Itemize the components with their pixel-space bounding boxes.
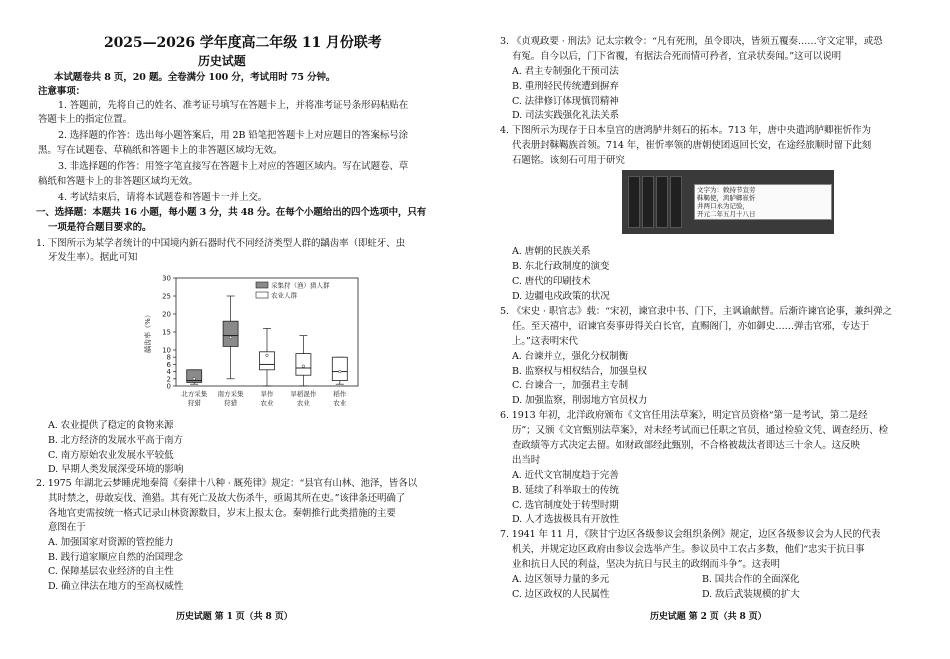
note-line: 答题卡上的指定位置。 <box>38 114 133 125</box>
y-tick-label: 15 <box>162 328 171 337</box>
y-tick-label: 30 <box>162 274 171 283</box>
q3-option: B. 重刑轻民传统遭到摒弃 <box>512 81 619 92</box>
caption-line: 开元二年五月十八日 <box>697 210 756 218</box>
q5-option: C. 台谏合一，加强君主专制 <box>512 380 629 391</box>
q5-stem: 任。至天禧中，诏谏官奏事毋得关白长官，直赐阁门，亦如御史……弹击官邪，专达于 <box>512 321 870 332</box>
stele-block <box>670 176 682 228</box>
q4-option: D. 边疆电戍政策的状况 <box>512 291 610 302</box>
box-5 <box>332 357 347 380</box>
exam-intro: 本试题卷共 8 页，20 题。全卷满分 100 分，考试用时 75 分钟。 <box>54 72 336 83</box>
mean-marker <box>302 365 305 368</box>
q6-stem: 查政绩等方式决定去留。如财政部经此甄别，不合格被裁汰者即达三十余人。这反映 <box>512 440 860 451</box>
notes-heading: 注意事项： <box>38 86 86 97</box>
x-tick-label: 旱稻混作 <box>290 390 317 398</box>
q3-stem: 有冤。自今以后，门下省覆，有据法合死而情可矜者，宜录状奏闻。”这可以说明 <box>512 51 842 62</box>
mean-marker <box>339 370 342 373</box>
x-tick-label: 农业 <box>296 399 310 407</box>
caption-line: 靺鞨使，鸿胪卿崔忻 <box>697 194 756 202</box>
q7-option: D. 敌后武装规模的扩大 <box>702 589 800 600</box>
q7-option: C. 边区政权的人民属性 <box>512 589 610 600</box>
x-tick-label: 狩猎 <box>224 399 238 407</box>
q3-stem: 3. 《贞观政要 · 刑法》记太宗敕令：“凡有死刑，虽令即决，皆须五覆奏……守文定罪，或恐 <box>500 36 883 47</box>
q6-option: D. 人才选拔极具有开放性 <box>512 514 620 525</box>
q5-option: D. 加强监察，削弱地方官员权力 <box>512 395 648 406</box>
x-tick-label: 农业 <box>333 399 347 407</box>
stele-block <box>656 176 668 228</box>
y-tick-label: 10 <box>162 346 171 355</box>
q2-option: D. 确立律法在地方的至高权威性 <box>48 581 184 592</box>
q2-option: A. 加强国家对资源的管控能力 <box>48 537 174 548</box>
q1-stem: 牙发生率）。据此可知 <box>48 252 138 263</box>
caption-line: 文字为：敕持节宣劳 <box>697 186 756 194</box>
section-heading: 一项是符合题目要求的。 <box>48 222 152 233</box>
q6-option: A. 近代文官制度趋于完善 <box>512 470 619 481</box>
x-tick-label: 稻作 <box>333 390 347 398</box>
y-tick-label: 2 <box>166 375 171 384</box>
q3-option: A. 君主专制强化干预司法 <box>512 66 619 77</box>
legend-swatch-farmer <box>256 292 268 298</box>
q2-stem: 各地官吏需按统一格式记录山林资源数目，岁末上报太仓。秦朝推行此类措施的主要 <box>48 508 396 519</box>
y-tick-label: 6 <box>166 360 171 369</box>
q7-stem: 7. 1941 年 11 月，《陕甘宁边区各级参议会组织条例》规定，边区各级参议会为人民的代表 <box>500 529 881 540</box>
x-tick-label: 南方采集 <box>217 390 244 398</box>
q6-stem: 出当时 <box>512 455 541 466</box>
x-tick-label: 旱作 <box>260 390 274 398</box>
exam-subject: 历史试题 <box>198 54 246 68</box>
q1-boxplot-chart <box>140 268 364 414</box>
x-tick-label: 农业 <box>260 399 274 407</box>
q2-stem: 其时禁之，毋敢妄伐、渔猎。其有死亡及故大伤杀牛，亟谒其所在吏。”该律条还明确了 <box>48 493 406 504</box>
q4-option: A. 唐朝的民族关系 <box>512 246 591 257</box>
q1-option: B. 北方经济的发展水平高于南方 <box>48 435 183 446</box>
q2-stem: 意图在于 <box>48 522 86 533</box>
q4-stem: 代表册封靺鞨族首领。714 年，崔忻率领的唐朝使团返回长安，在途经旅顺时留下此刻 <box>512 140 872 151</box>
q1-option: C. 南方原始农业发展水平较低 <box>48 450 174 461</box>
page-footer: 历史试题 第 1 页（共 8 页） <box>176 612 293 622</box>
y-axis-label: 龋齿率（%） <box>144 311 152 353</box>
right-page <box>496 0 946 659</box>
q6-option: C. 选官制度处于转型时期 <box>512 500 619 511</box>
q7-option: B. 国共合作的全面深化 <box>702 574 800 585</box>
y-tick-label: 25 <box>162 292 171 301</box>
y-tick-label: 0 <box>166 382 171 391</box>
y-tick-label: 8 <box>166 353 171 362</box>
mean-marker <box>193 378 196 381</box>
q7-stem: 机关，并规定边区政府由参议会选举产生。参议员中工农占多数，他们“忠实于抗日事 <box>512 544 865 555</box>
q5-stem: 5. 《宋史 · 职官志》载：“宋初，谏官隶中书、门下，主讽谕献替。后渐许谏官论事，兼纠弹之 <box>500 306 892 317</box>
q1-option: A. 农业提供了稳定的食物来源 <box>48 420 174 431</box>
note-line: 黑。写在试题卷、草稿纸和答题卡上的非答题区域均无效。 <box>38 145 283 156</box>
q4-stem: 4. 下图所示为现存于日本皇宫的唐鸿胪井刻石的拓本。713 年，唐中央遣鸿胪卿崔忻作为 <box>500 125 871 136</box>
q4-stele-rubbing-image <box>622 170 834 234</box>
note-line: 4. 考试结束后，请将本试题卷和答题卡一并上交。 <box>58 192 268 203</box>
note-line: 2. 选择题的作答：选出每小题答案后，用 2B 铅笔把答题卡上对应题目的答案标号涂 <box>58 130 409 141</box>
mean-marker <box>229 336 232 339</box>
q4-figure-caption <box>694 184 832 220</box>
q1-option: D. 早期人类发展深受环境的影响 <box>48 464 184 475</box>
stele-block <box>628 176 640 228</box>
y-tick-label: 20 <box>162 310 171 319</box>
q4-stem: 石题铭。该刻石可用于研究 <box>512 155 625 166</box>
stele-block <box>642 176 654 228</box>
legend-swatch-hunter <box>256 282 268 288</box>
legend-label: 采集狩（渔）猎人群 <box>271 281 330 290</box>
q6-option: B. 延续了科举取士的传统 <box>512 485 619 496</box>
legend-label: 农业人群 <box>271 291 297 300</box>
q6-stem: 6. 1913 年初，北洋政府颁布《文官任用法草案》，明定官员资格“第一是考试，第二是经 <box>500 410 868 421</box>
note-line: 1. 答题前，先将自己的姓名、准考证号填写在答题卡上，并将准考证号条形码粘贴在 <box>58 100 409 111</box>
q3-option: D. 司法实践强化礼法关系 <box>512 110 620 121</box>
q2-stem: 2. 1975 年湖北云梦睡虎地秦简《秦律十八种 · 厩苑律》规定：“县官有山林、池泽，皆各以 <box>36 478 417 489</box>
q2-option: B. 践行道家顺应自然的治国理念 <box>48 552 183 563</box>
q2-option: C. 保障基层农业经济的自主性 <box>48 566 174 577</box>
box-2 <box>223 321 238 346</box>
x-tick-label: 狩猎 <box>187 399 201 407</box>
q6-stem: 历”；又颁《文官甄别法草案》，对未经考试而已任职之官员，通过检验文凭、调查经历、检 <box>512 425 889 436</box>
q4-option: C. 唐代的印刷技术 <box>512 276 591 287</box>
section-heading: 一、选择题：本题共 16 小题，每小题 3 分，共 48 分。在每个小题给出的四个选项中，只有 <box>36 207 427 218</box>
note-line: 3. 非选择题的作答：用签字笔直接写在答题卡上对应的答题区域内。写在试题卷、草 <box>58 161 409 172</box>
caption-line: 井两口永为记验， <box>697 202 749 210</box>
note-line: 稿纸和答题卡上的非答题区域均无效。 <box>38 176 198 187</box>
x-tick-label: 北方采集 <box>181 390 208 398</box>
q5-stem: 上。”这表明宋代 <box>512 336 578 347</box>
mean-marker <box>266 354 269 357</box>
q5-option: A. 台谏并立，强化分权制衡 <box>512 351 629 362</box>
q4-option: B. 东北行政制度的演变 <box>512 261 610 272</box>
q5-option: B. 监察权与相权结合，加强皇权 <box>512 366 647 377</box>
q7-stem: 业和抗日人民的利益，坚决为抗日与民主的政纲而斗争”。这表明 <box>512 559 780 570</box>
box-4 <box>296 354 311 376</box>
y-tick-label: 4 <box>166 368 171 377</box>
exam-title: 2025—2026 学年度高二年级 11 月份联考 <box>104 35 382 51</box>
page-footer: 历史试题 第 2 页（共 8 页） <box>650 612 767 622</box>
q7-option: A. 边区领导力量的多元 <box>512 574 610 585</box>
q3-option: C. 法律修订体现慎罚精神 <box>512 96 619 107</box>
q1-stem: 1. 下图所示为某学者统计的中国境内新石器时代不同经济类型人群的龋齿率（即蛀牙、虫 <box>36 238 405 249</box>
